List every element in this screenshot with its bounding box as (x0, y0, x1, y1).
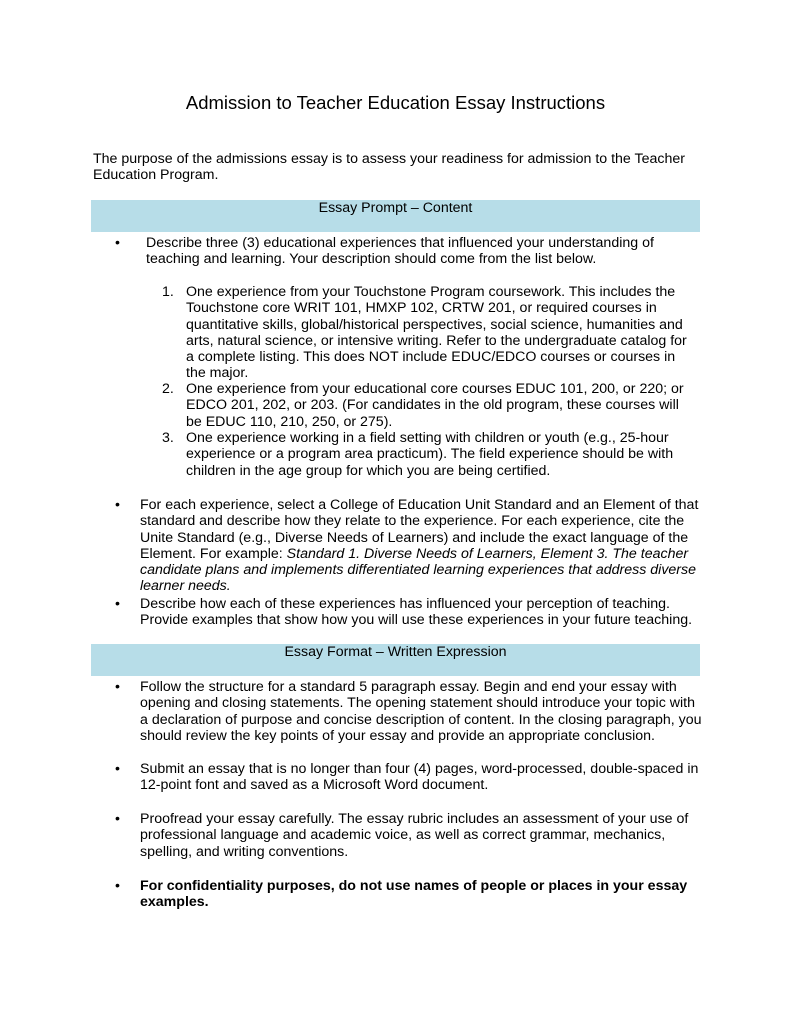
standard-example: Standard 1. Diverse Needs of Learners, Element 3. The teacher candidate plans and implements differentiated learning experiences that address diverse learner needs. (140, 545, 697, 595)
item-text: One experience from your Touchstone Program coursework. This includes the Touchstone core WRIT 101, HMXP 102, CRTW 201, or required courses in quantitative skills, global/historical perspectives, social science, humanities and arts, natural science, or intensive writing. Refer to the undergraduate catalog for a complete listing. This does NOT include EDUC/EDCO courses or courses in the major. (186, 284, 687, 382)
intro-paragraph: The purpose of the admissions essay is to assess your readiness for admission to the Teacher Education Program. (93, 151, 685, 184)
content-heading-text: Essay Prompt – Content (318, 200, 473, 216)
bullet-text: Submit an essay that is no longer than four (4) pages, word-processed, double-spaced in 12-point font and saved as a Microsoft Word document. (140, 761, 699, 794)
bullet-icon: • (115, 878, 120, 894)
item-number: 2. (162, 381, 174, 397)
bullet-icon: • (115, 761, 120, 777)
bullet-text: Proofread your essay carefully. The essay rubric includes an assessment of your use of professional language and academic voice, as well as correct grammar, mechanics, spelling, and writing conventions. (140, 811, 689, 860)
item-text: One experience from your educational core courses EDUC 101, 200, or 220; or EDCO 201, 202, or 203. (For candidates in the old program, these courses will be EDUC 110, 210, 250, or 275). (186, 381, 684, 430)
item-number: 3. (162, 430, 174, 446)
bullet-icon: • (115, 811, 120, 827)
item-number: 1. (162, 284, 174, 300)
bullet-text: Follow the structure for a standard 5 paragraph essay. Begin and end your essay with opening and closing statements. The opening statement should introduce your topic with a declaration of purpose and concise description of content. In the closing paragraph, you should review the key points of your essay and provide an appropriate conclusion. (140, 679, 702, 744)
format-section-heading (91, 644, 700, 676)
format-heading-text: Essay Format – Written Expression (284, 644, 507, 660)
standard-instructions: For each experience, select a College of Education Unit Standard and an Element of that standard and describe how they relate to the experience. For each experience, cite the Unite Standard (e.g., Diverse Needs of Learners) and include the exact language of the Element. For example: (140, 497, 699, 562)
bullet-text: For confidentiality purposes, do not use names of people or places in your essay examples. (140, 878, 688, 911)
bullet-icon: • (115, 679, 120, 695)
bullet-icon: • (115, 497, 120, 513)
bullet-icon: • (115, 235, 120, 251)
page-title: Admission to Teacher Education Essay Instructions (185, 92, 606, 113)
bullet-text: Describe how each of these experiences has influenced your perception of teaching. Provide examples that show how you will use these experiences in your future teaching. (140, 596, 693, 629)
content-section-heading (91, 200, 700, 232)
bullet-text: Describe three (3) educational experiences that influenced your understanding of teaching and learning. Your description should come from the list below. (146, 235, 654, 268)
item-text: One experience working in a field setting with children or youth (e.g., 25-hour experience or a program area practicum). The field experience should be with children in the age group for which you are being certified. (186, 430, 674, 479)
bullet-icon: • (115, 596, 120, 612)
bullet-text (140, 497, 700, 595)
